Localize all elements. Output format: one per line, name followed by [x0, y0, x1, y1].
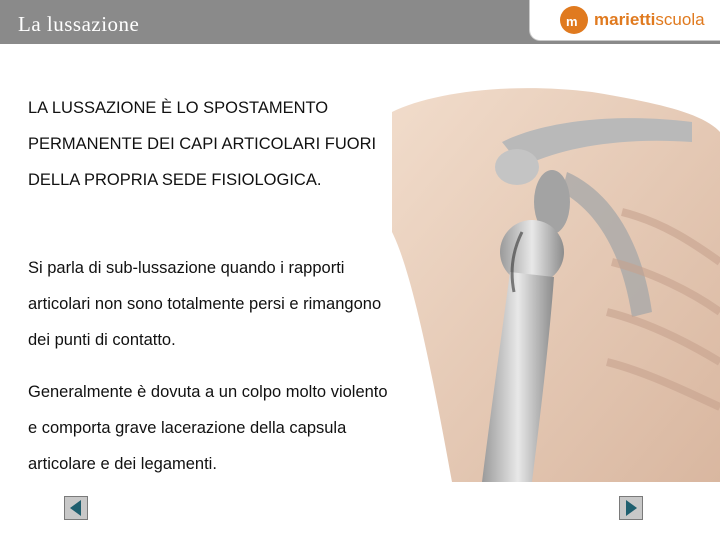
- marietti-logo-icon: m: [560, 6, 588, 34]
- definition-paragraph: LA LUSSAZIONE È LO SPOSTAMENTO PERMANENTE DEI CAPI ARTICOLARI FUORI DELLA PROPRIA SEDE FISIOLOGICA.: [28, 99, 377, 189]
- sublussazione-paragraph: Si parla di sub-lussazione quando i rapporti articolari non sono totalmente persi e rimangono dei punti di contatto.: [28, 259, 382, 349]
- logo-brand-suffix: scuola: [655, 10, 705, 29]
- logo-brand: marietti: [594, 10, 656, 29]
- page-title: La lussazione: [18, 12, 140, 36]
- triangle-left-icon: [65, 497, 87, 519]
- logo-text: [594, 10, 705, 30]
- previous-slide-button[interactable]: [64, 496, 88, 520]
- cause-paragraph: Generalmente è dovuta a un colpo molto violento e comporta grave lacerazione della capsula articolare e dei legamenti.: [28, 383, 388, 473]
- shoulder-anatomy-icon: [392, 72, 720, 482]
- next-slide-button[interactable]: [619, 496, 643, 520]
- triangle-right-icon: [620, 497, 642, 519]
